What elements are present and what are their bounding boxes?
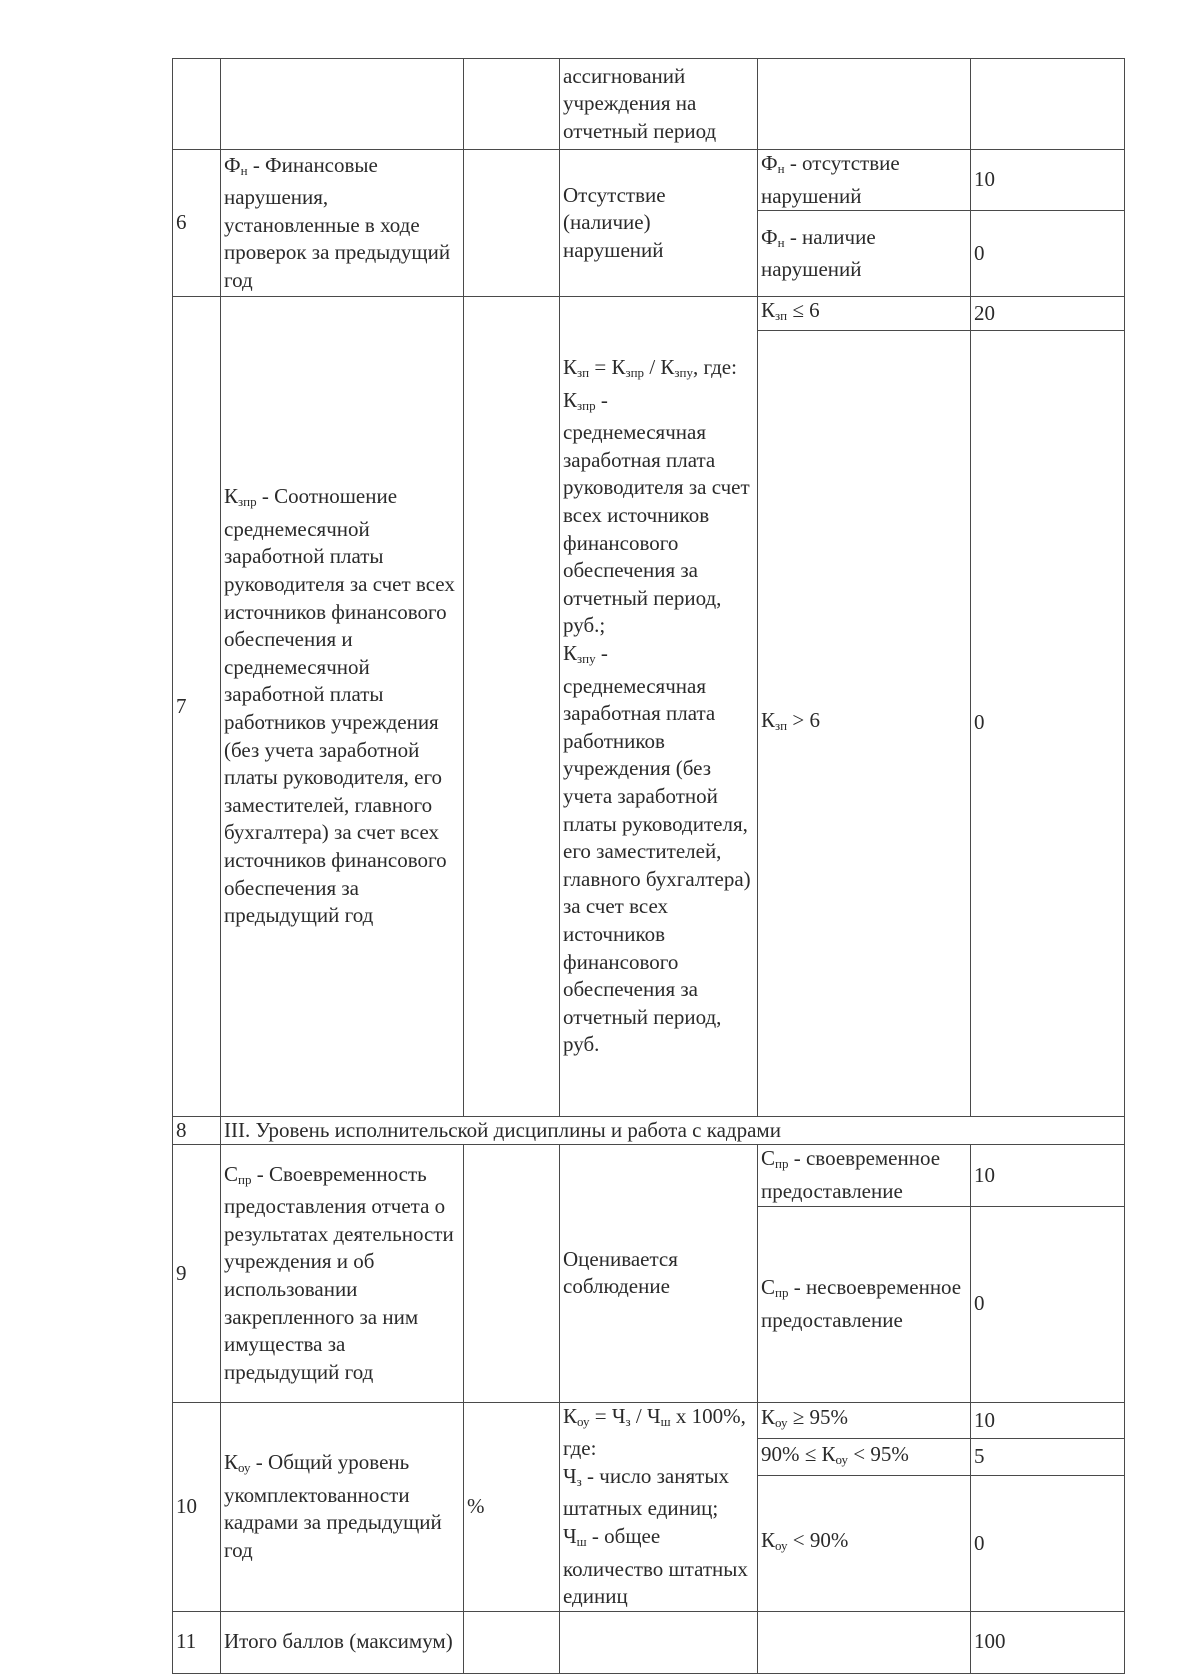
unit-cell [464,297,560,1117]
row-number-cell: 6 [173,150,221,297]
table-row-9 [173,1145,1125,1206]
condition-cell: $С_{пр}$ - своевременное предоставление [758,1145,971,1206]
row-number-cell: 11 [173,1611,221,1673]
score-cell: 100 [971,1611,1125,1673]
unit-cell [464,150,560,297]
row-number-cell: 7 [173,297,221,1117]
score-cell: 0 [971,330,1125,1116]
score-cell: 10 [971,150,1125,211]
score-cell [971,59,1125,150]
condition-cell [758,1611,971,1673]
score-cell: 0 [971,1476,1125,1612]
unit-cell [464,59,560,150]
indicator-cell: $С_{пр}$ - Своевременность предоставления отчета о результатах деятельности учреждения и об использовании закрепленного за ним имущества за предыдущий год [221,1145,464,1402]
score-cell: 20 [971,297,1125,331]
indicator-cell: $К_{оу}$ - Общий уровень укомплектованности кадрами за предыдущий год [221,1402,464,1611]
method-cell: $К_{оу} = Ч_з / Ч_ш$ х 100%, где: $Ч_з$ - число занятых штатных единиц; $Ч_ш$ - общее количество штатных единиц [560,1402,758,1611]
method-cell: ассигнований учреждения на отчетный период [560,59,758,150]
condition-cell: $Ф_н$ - отсутствие нарушений [758,150,971,211]
score-cell: 10 [971,1145,1125,1206]
score-cell: 10 [971,1402,1125,1439]
table-row-8 [173,1116,1125,1145]
table-row-5-continued [173,59,1125,150]
table-row-7 [173,297,1125,331]
unit-cell [464,1145,560,1402]
indicator-cell: $К_{зпр}$ - Соотношение среднемесячной заработной платы руководителя за счет всех источников финансового обеспечения и среднемесячной заработной платы работников учреждения (без учета заработной платы руководителя, его заместителей, главного бухгалтера) за счет всех источников финансового обеспечения за предыдущий год [221,297,464,1117]
condition-cell: $К_{зп} > 6$ [758,330,971,1116]
condition-cell: $90\% \le К_{оу} < 95\%$ [758,1439,971,1476]
condition-cell [758,59,971,150]
row-number-cell: 8 [173,1116,221,1145]
unit-cell: % [464,1402,560,1611]
table-row-6 [173,150,1125,211]
method-cell [560,1611,758,1673]
condition-cell: $Ф_н$ - наличие нарушений [758,211,971,297]
indicator-cell: Итого баллов (максимум) [221,1611,464,1673]
row-number-cell [173,59,221,150]
score-cell: 0 [971,1206,1125,1402]
unit-cell [464,1611,560,1673]
row-number-cell: 9 [173,1145,221,1402]
indicator-cell: $Ф_н$ - Финансовые нарушения, установленные в ходе проверок за предыдущий год [221,150,464,297]
condition-cell: $С_{пр}$ - несвоевременное предоставление [758,1206,971,1402]
condition-cell: $К_{оу} < 90\%$ [758,1476,971,1612]
section-header: III. Уровень исполнительской дисциплины и работа с кадрами [221,1116,1125,1145]
method-cell: Оценивается соблюдение [560,1145,758,1402]
row-number-cell: 10 [173,1402,221,1611]
criteria-table [172,58,1125,1674]
score-cell: 0 [971,211,1125,297]
score-cell: 5 [971,1439,1125,1476]
indicator-cell [221,59,464,150]
table-row-11 [173,1611,1125,1673]
table-row-10 [173,1402,1125,1439]
method-cell: $К_{зп} = К_{зпр} / К_{зпу}$, где: $К_{зпр}$ - среднемесячная заработная плата руководителя за счет всех источников финансового обеспечения за отчетный период, руб.; $К_{зпу}$ - среднемесячная заработная плата работников учреждения (без учета заработной платы руководителя, его заместителей, главного бухгалтера) за счет всех источников финансового обеспечения за отчетный период, руб. [560,297,758,1117]
condition-cell: $К_{оу} \ge 95\%$ [758,1402,971,1439]
condition-cell: $К_{зп} \le 6$ [758,297,971,331]
method-cell: Отсутствие (наличие) нарушений [560,150,758,297]
